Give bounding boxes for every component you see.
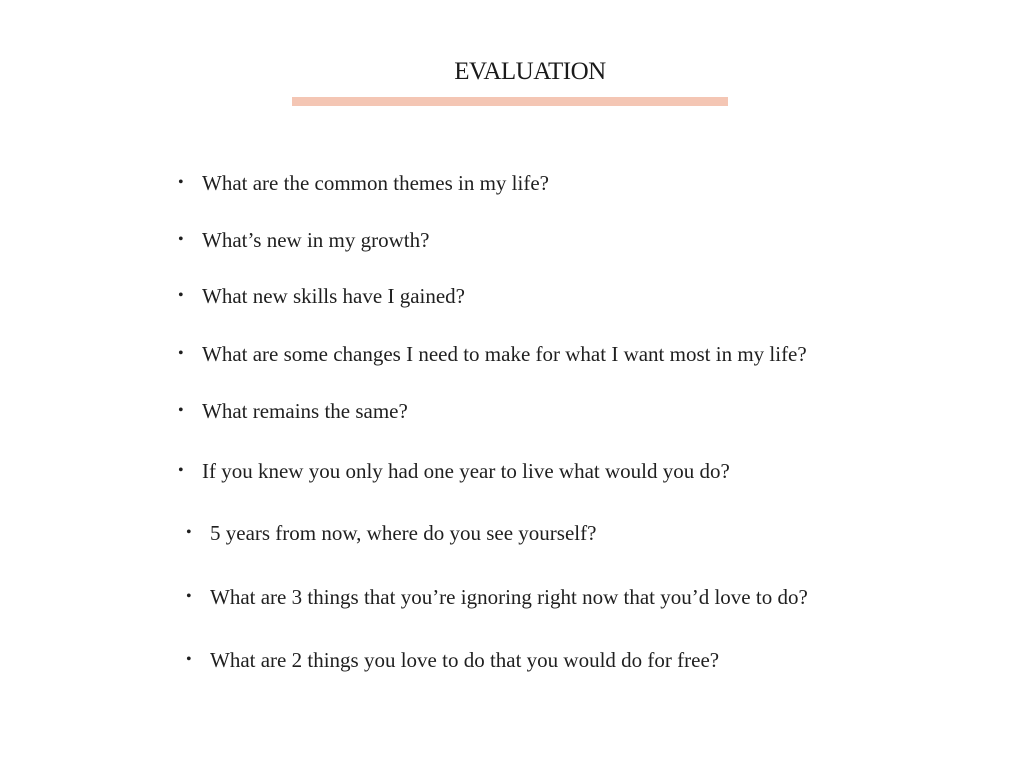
question-text: What remains the same? — [202, 399, 408, 423]
question-text: If you knew you only had one year to live what would you do? — [202, 459, 730, 483]
question-text: What are the common themes in my life? — [202, 171, 549, 195]
question-text: What are 3 things that you’re ignoring right now that you’d love to do? — [210, 585, 808, 609]
bullet-icon: • — [186, 524, 192, 541]
list-item — [178, 398, 408, 424]
question-text: What are some changes I need to make for what I want most in my life? — [202, 342, 807, 366]
list-item — [178, 170, 549, 196]
list-item — [178, 227, 429, 253]
bullet-icon: • — [178, 345, 184, 362]
bullet-icon: • — [178, 287, 184, 304]
question-text: What new skills have I gained? — [202, 284, 465, 308]
slide-title: EVALUATION — [454, 58, 606, 85]
list-item — [186, 647, 719, 673]
list-item — [178, 283, 465, 309]
bullet-icon: • — [178, 462, 184, 479]
bullet-icon: • — [178, 174, 184, 191]
list-item — [186, 584, 808, 610]
question-text: 5 years from now, where do you see yourself? — [210, 521, 597, 545]
bullet-icon: • — [178, 402, 184, 419]
bullet-icon: • — [178, 231, 184, 248]
bullet-icon: • — [186, 651, 192, 668]
bullet-icon: • — [186, 588, 192, 605]
list-item — [186, 520, 596, 546]
question-text: What’s new in my growth? — [202, 228, 430, 252]
list-item — [178, 341, 807, 367]
question-text: What are 2 things you love to do that you would do for free? — [210, 648, 720, 672]
list-item — [178, 458, 730, 484]
